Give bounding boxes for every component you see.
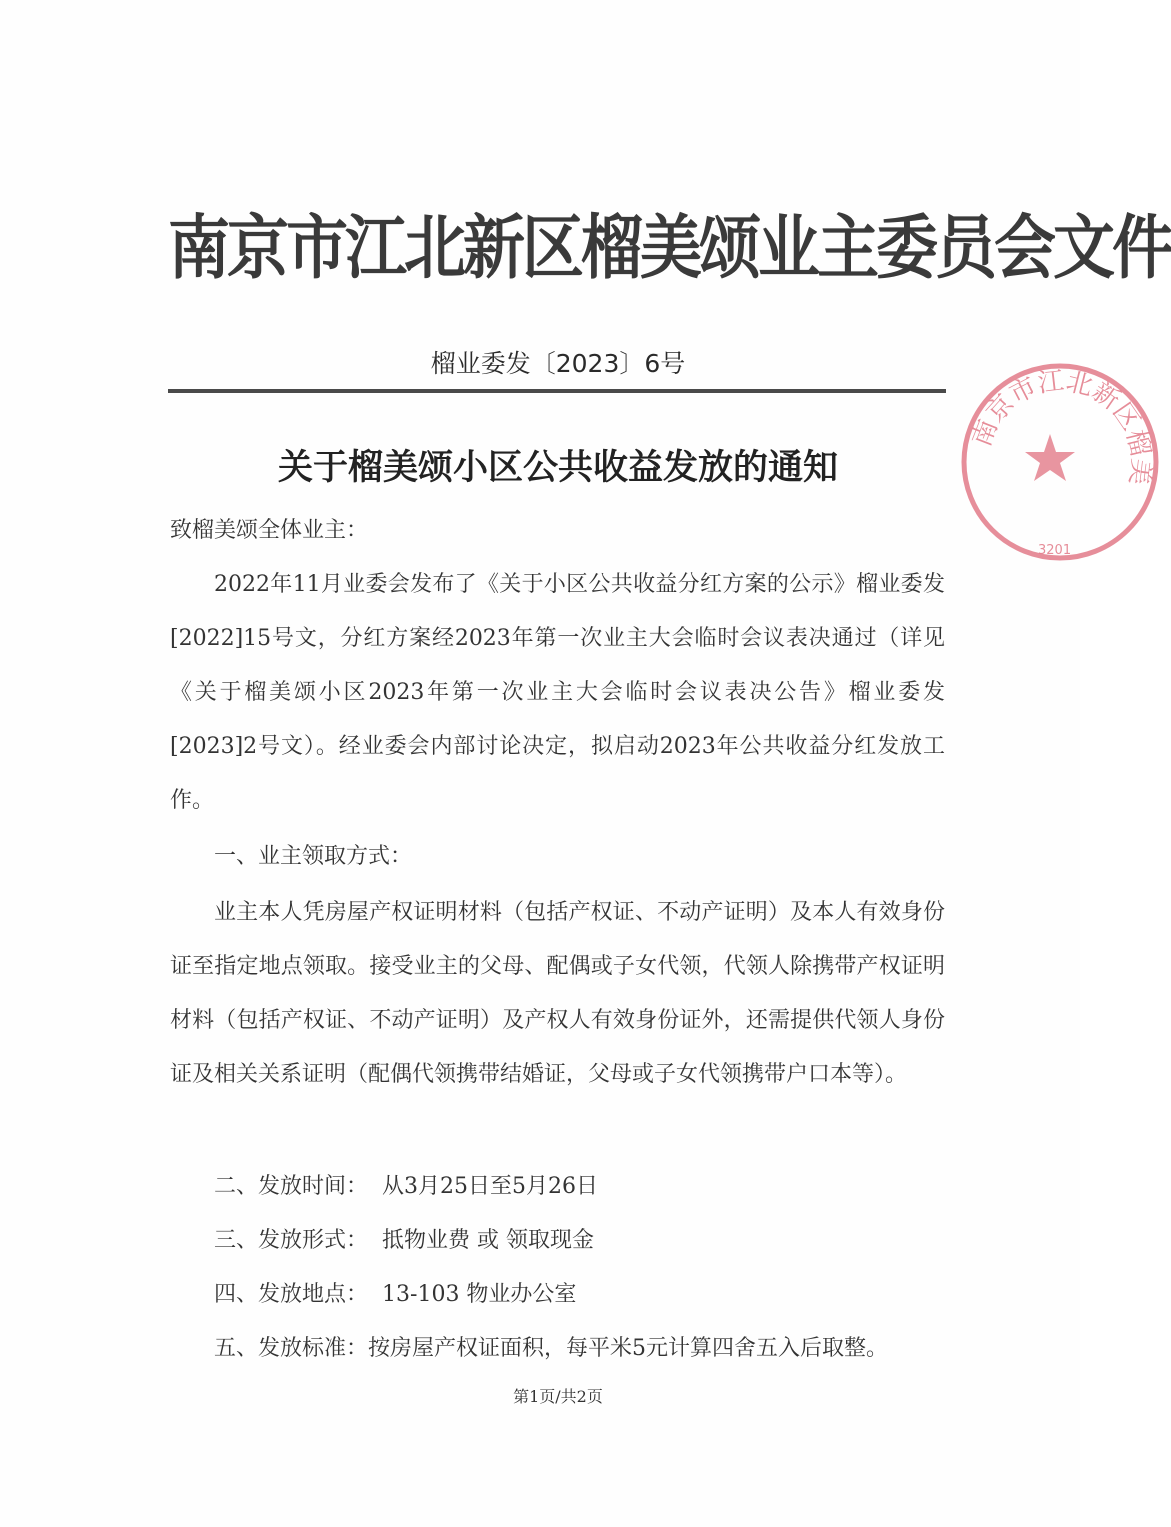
header-divider (168, 389, 946, 393)
section-5-label: 五、发放标准： (214, 1336, 369, 1361)
section-1-body: 业主本人凭房屋产权证明材料（包括产权证、不动产证明）及本人有效身份证至指定地点领取。接受业主的父母、配偶或子女代领，代领人除携带产权证明材料（包括产权证、不动产证明）及产权人有效身份证外，还需提供代领人身份证及相关关系证明（配偶代领携带结婚证，父母或子女代领携带户口本等）。 (170, 900, 945, 1087)
section-5-distribution-standard (214, 1322, 954, 1376)
section-3-value: 抵物业费 或 领取现金 (382, 1228, 595, 1253)
section-4-value: 13-103 物业办公室 (382, 1282, 577, 1307)
section-3-label: 三、发放形式： (214, 1228, 369, 1253)
section-5-value: 按房屋产权证面积，每平米5元计算四舍五入后取整。 (368, 1336, 889, 1361)
seal-arc-text: 南京市江北新区榴美 (966, 366, 1156, 487)
section-4-label: 四、发放地点： (214, 1282, 369, 1307)
section-2-label: 二、发放时间： (214, 1174, 369, 1199)
org-header-title: 南京市江北新区榴美颂业主委员会文件 (168, 206, 1171, 289)
official-seal-icon (960, 362, 1160, 562)
page-indicator: 第1页/共2页 (513, 1387, 603, 1406)
section-3-distribution-form (214, 1214, 954, 1268)
seal-code: 3201 (1038, 543, 1072, 558)
salutation: 致榴美颂全体业主： (170, 518, 369, 543)
section-2-value: 从3月25日至5月26日 (382, 1174, 598, 1199)
section-1-heading: 一、业主领取方式： (214, 844, 413, 869)
seal-star-icon (1025, 434, 1075, 481)
document-number: 榴业委发〔2023〕6号 (430, 349, 686, 378)
section-4-distribution-location (214, 1268, 954, 1322)
intro-paragraph: 2022年11月业委会发布了《关于小区公共收益分红方案的公示》榴业委发[2022]15号文，分红方案经2023年第一次业主大会临时会议表决通过（详见《关于榴美颂小区2023年第一次业主大会临时会议表决公告》榴业委发[2023]2号文）。经业委会内部讨论决定，拟启动2023年公共收益分红发放工作。 (170, 572, 945, 813)
section-2-distribution-time (214, 1160, 954, 1214)
notice-title: 关于榴美颂小区公共收益发放的通知 (277, 448, 838, 488)
